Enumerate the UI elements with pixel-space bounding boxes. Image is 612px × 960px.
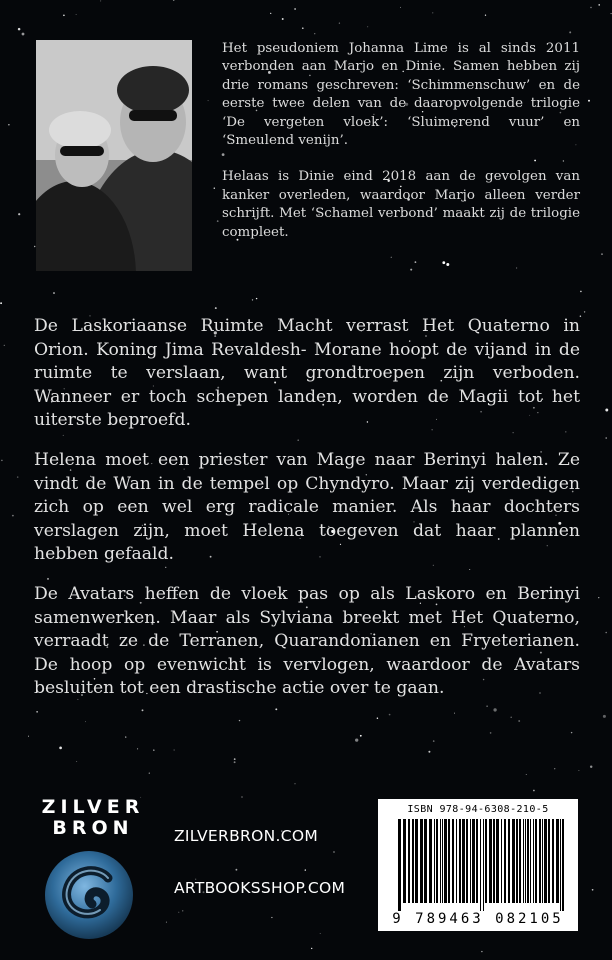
website-link-zilverbron[interactable]: ZILVERBRON.COM (174, 827, 319, 845)
book-blurb (34, 315, 580, 717)
blurb-paragraph: Helena moet een priester van Mage naar Berinyi halen. Ze vindt de Wan in de tempel op Chyndyro. Maar zij verdedigen zich op een wel erg radicale manier. Als haar dochters verslagen zijn, moet Helena toegeven dat haar plannen hebben gefaald. (34, 449, 580, 565)
barcode-digits: 9 789463 082105 (392, 911, 564, 927)
author-photo (36, 40, 192, 271)
isbn-barcode (378, 799, 578, 931)
publisher-name-line2: BRON (52, 817, 134, 839)
bio-paragraph: Het pseudoniem Johanna Lime is al sinds 2011 verbonden aan Marjo en Dinie. Samen hebben zij drie romans geschreven: ‘Schimmenschuw’ en de eerste twee delen van de daaropvolgende trilogie ‘De vergeten vloek’: ‘Sluimerend vuur’ en ‘Smeulend venijn’. (222, 41, 580, 149)
author-photo-image (36, 40, 192, 271)
swirl-logo-icon (42, 848, 136, 942)
barcode-bars (398, 819, 564, 911)
publisher-name-line1: ZILVER (41, 796, 145, 818)
blurb-paragraph: De Laskoriaanse Ruimte Macht verrast Het Quaterno in Orion. Koning Jima Revaldesh- Morane hoopt de vijand in de ruimte te verslaan, want grondtroepen zijn verboden. Wanneer er toch schepen landen, worden de Magii tot het uiterste beproefd. (34, 316, 580, 431)
isbn-label: ISBN 978-94-6308-210-5 (407, 804, 549, 815)
website-link-artbooksshop[interactable]: ARTBOOKSSHOP.COM (174, 879, 346, 897)
website-links (174, 827, 345, 907)
bio-paragraph: Helaas is Dinie eind 2018 aan de gevolgen van kanker overleden, waardoor Marjo alleen verder schrijft. Met ‘Schamel verbond’ maakt zij de trilogie compleet. (222, 169, 580, 240)
author-bio (222, 40, 580, 260)
publisher-logo-text (38, 797, 148, 839)
blurb-paragraph: De Avatars heffen de vloek pas op als Laskoro en Berinyi samenwerken. Maar als Sylviana breekt met Het Quaterno, verraadt ze de Terranen, Quarandonianen en Fryeterianen. De hoop op evenwicht is vervlogen, waardoor de Avatars besluiten tot een drastische actie over te gaan. (34, 583, 580, 699)
